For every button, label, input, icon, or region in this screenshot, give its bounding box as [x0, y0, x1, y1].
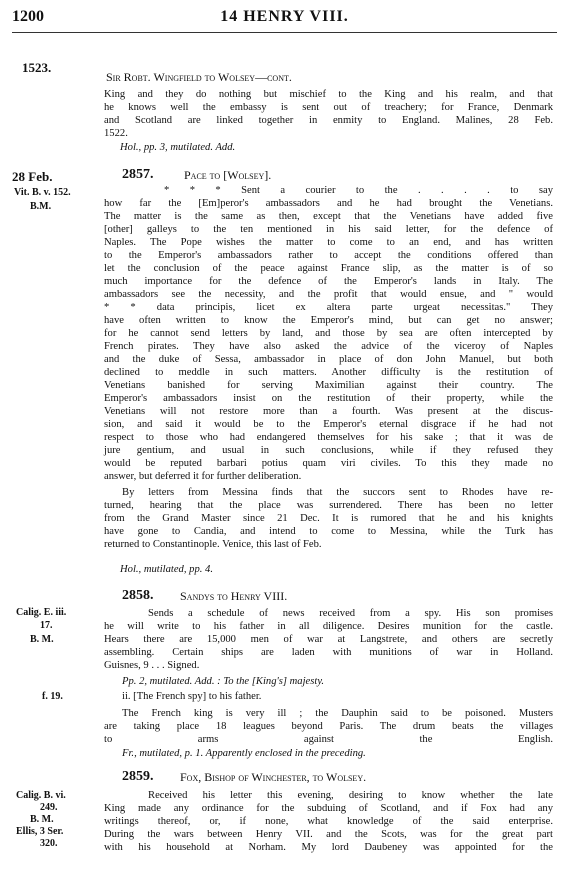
year-label: 1523.	[22, 60, 52, 75]
entry-2859-ref-4: Ellis, 3 Ser.	[16, 826, 64, 837]
text-line: Guisnes, 9 . . . Signed.	[104, 660, 200, 671]
entry-2858-ref-1: Calig. E. iii.	[16, 607, 67, 618]
text-line: respect to those who had endangered themselves for his sake ; that it was de	[104, 432, 553, 443]
text-line: During the wars between Henry VII. and the Scots, was for the great part	[104, 829, 553, 840]
entry-2858-note: Pp. 2, mutilated. Add. : To the [King's] majesty.	[122, 676, 325, 687]
text-line: he will write to his father in all diligence. Desires munition for the castle.	[104, 621, 553, 632]
text-line: * * data principis, licet ex altera parte urgeat necessitas." They	[104, 302, 553, 313]
text-line: have gone to Candia, and intend to come to Messina, while the Turk has	[104, 526, 553, 537]
text-line: much importance for the defence of the Emperor's lands in Italy. The	[104, 276, 553, 287]
entry-continued-note: Hol., pp. 3, mutilated. Add.	[120, 142, 236, 153]
text-line: jure gentium, and usual in such conclusions, while if they refused they	[104, 445, 553, 456]
text-line: have often written to know the Emperor's mind, but can get no answer;	[104, 315, 553, 326]
entry-2858-ref-2: 17.	[40, 620, 53, 631]
text-line: and the duke of Sessa, ambassador in place of don John Manuel, but both	[104, 354, 553, 365]
entry-2858-heading: Sandys to Henry VIII.	[180, 589, 288, 603]
entry-2858-sub-heading: ii. [The French spy] to his father.	[122, 691, 262, 702]
text-line: Sends a schedule of news received from a spy. His son promises	[148, 608, 553, 619]
entry-2859-ref-5: 320.	[40, 838, 58, 849]
text-line: and Scotland are linked together in enmity to England. Malines, 28 Feb.	[104, 115, 553, 126]
text-line: King and they do nothing but mischief to the King and his realm, and that	[104, 89, 553, 100]
text-line: Venetians banished for serving Maximilian against their country. The	[104, 380, 553, 391]
text-line: French pirates. They have also asked the advice of the viceroy of Naples	[104, 341, 553, 352]
text-line: By letters from Messina finds that the succors sent to Rhodes have re-	[122, 487, 553, 498]
text-line: turned, hearing that the place was surrendered. There has been no letter	[104, 500, 553, 511]
text-line: returned to Constantinople. Venice, this last of Feb.	[104, 539, 322, 550]
entry-2858-number: 2858.	[122, 588, 154, 603]
text-line: The matter is the same as then, except that the Venetians have added five	[104, 211, 553, 222]
text-line: [other] galleys to the ten mentioned in his said letter, for the defence of	[104, 224, 553, 235]
entry-heading-continued: Sir Robt. Wingfield to Wolsey—cont.	[106, 70, 292, 84]
entry-2858-ref-4: f. 19.	[42, 691, 63, 702]
entry-2857-date: 28 Feb.	[12, 169, 53, 184]
text-line: for he cannot send letters by land, and those by sea are often intercepted by	[104, 328, 553, 339]
page-header	[12, 8, 557, 30]
text-line: Venetians will not restore more than a fourth. Was present at the discus-	[104, 406, 553, 417]
text-line: sion, and said it would be to the Emperor's eternal disgrace if he had not	[104, 419, 553, 430]
text-line: from the Grand Master since 21 Dec. It is rumored that he and his knights	[104, 513, 553, 524]
entry-2859-ref-3: B. M.	[30, 814, 54, 825]
text-line: he knows well the embassy is sent out of treachery; for France, Denmark	[104, 102, 553, 113]
entry-2857-number: 2857.	[122, 167, 154, 182]
text-line: let the conclusion of the peace against France slip, as the matter is of so	[104, 263, 553, 274]
page-title: 14 HENRY VIII.	[220, 8, 349, 25]
entry-2857-note: Hol., mutilated, pp. 4.	[120, 564, 213, 575]
text-line: to arms against the English.	[104, 734, 553, 745]
entry-2858-ref-3: B. M.	[30, 634, 54, 645]
text-line: 1522.	[104, 128, 128, 139]
text-line: to the Emperor's ambassadors rather to accept the conditions offered than	[104, 250, 553, 261]
entry-2857-ref-1: Vit. B. v. 152.	[14, 187, 71, 198]
header-rule	[12, 32, 557, 33]
text-line: Naples. The Pope wishes the matter to come to an end, and has written	[104, 237, 553, 248]
text-line: Hears there are 15,000 men of war at Langstrete, and others are secretly	[104, 634, 553, 645]
entry-2859-heading: Fox, Bishop of Winchester, to Wolsey.	[180, 770, 367, 784]
text-line: Emperor's ambassadors insist on the restitution of their property, while the	[104, 393, 553, 404]
text-line: * * * Sent a courier to the . . . . to say	[164, 185, 553, 196]
text-line: writings thereof, or, if none, what knowledge of the said enterprise.	[104, 816, 553, 827]
text-line: with his household at Norham. My lord Daubeney was appointed for the	[104, 842, 553, 853]
text-line: assembling. Certain ships are laden with munitions of war in Holland.	[104, 647, 553, 658]
text-line: Received his letter this evening, desiring to know whether the late	[148, 790, 553, 801]
text-line: ambassadors see the necessity, and the profit that would ensue, and " would	[104, 289, 553, 300]
text-line: would be reputed barbari potius quam viri civiles. To this they made no	[104, 458, 553, 469]
text-line: are taking place 18 leagues beyond Paris. The drum beats the villages	[104, 721, 553, 732]
text-line: how far the [Em]peror's ambassadors and he had brought the Venetians.	[104, 198, 553, 209]
entry-2857-ref-2: B.M.	[30, 201, 52, 212]
entry-2859-number: 2859.	[122, 769, 154, 784]
text-line: declined to meddle in such matters. Another difficulty is the restitution of	[104, 367, 553, 378]
text-line: The French king is very ill ; the Dauphin said to be poisoned. Musters	[122, 708, 553, 719]
entry-2859-ref-2: 249.	[40, 802, 58, 813]
page-number: 1200	[12, 8, 44, 25]
text-line: answer, but deferred it for further deliberation.	[104, 471, 302, 482]
text-line: King made any ordinance for the subduing of Scotland, and if Fox had any	[104, 803, 553, 814]
watermark	[43, 466, 87, 501]
entry-2858-sub-note: Fr., mutilated, p. 1. Apparently enclosed in the preceding.	[122, 748, 366, 759]
entry-2859-ref-1: Calig. B. vi.	[16, 790, 66, 801]
entry-2857-heading: Pace to [Wolsey].	[184, 168, 272, 182]
